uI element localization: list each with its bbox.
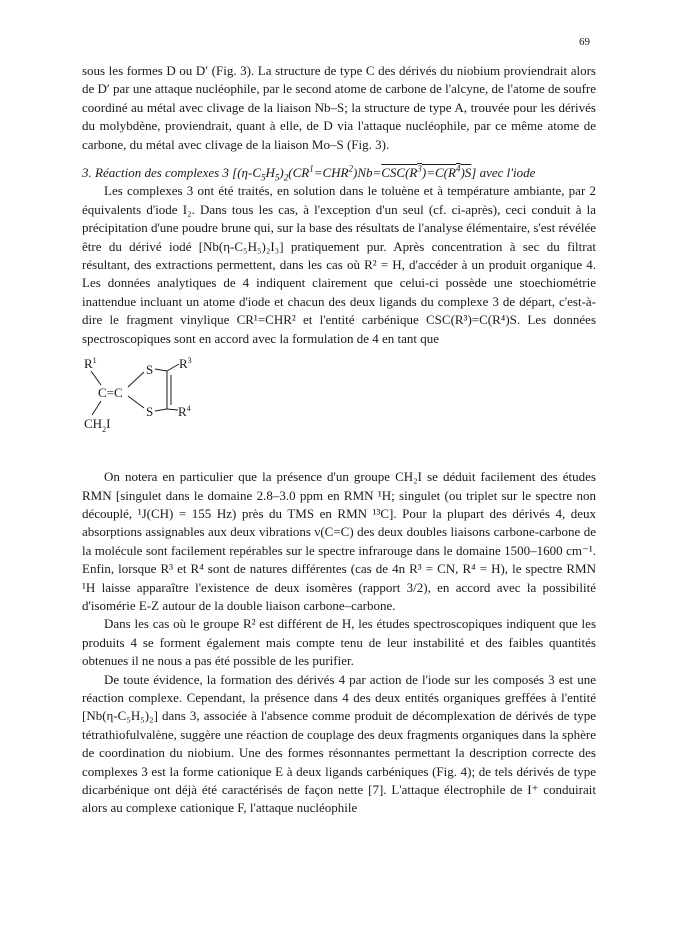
formula-ch2i: $CH_2I$ (84, 416, 111, 435)
paragraph-4: Dans les cas où le groupe R² est différent de H, les études spectroscopiques indiquent que les produits 4 se forment également mais compte tenu de leur instabilité et des faibles quantités obtenues il ne nous a pas été possible de les purifier. (82, 616, 596, 669)
structural-formula (82, 354, 596, 438)
section-heading: 3. Réaction des complexes 3 $[(\eta-C_5H_5)_2(CR^1=CHR^2)Nb=CSC(R^3)=C(R^4)S]$ avec l'iode (82, 163, 536, 183)
article-body (82, 62, 596, 818)
bond-c3-r3 (167, 364, 179, 371)
formula-drawing (84, 354, 234, 438)
formula-c-eq-c: C=C (98, 385, 123, 401)
formula-r3: $R^3$ (179, 356, 192, 372)
page-number: 69 (579, 36, 590, 48)
paragraph-1: sous les formes D ou D′ (Fig. 3). La structure de type C des dérivés du niobium proviendrait alors de D′ par une attaque nucléophile, par le second atome de carbone de l'alcyne, de l'atome de soufre coordiné au métal avec clivage de la liaison Nb–S; la structure de type A, trouvée pour les dérivés du molybdène, proviendrait, quant à elle, de D via l'attaque nucléophile, par ce même atome de carbone, du métal avec clivage de la liaison Mo–S (Fig. 3). (82, 63, 596, 152)
paragraph-5: De toute évidence, la formation des dérivés 4 par action de l'iode sur les composés 3 est une réaction complexe. Cependant, la présence dans 4 des deux entités organiques greffées à l'entité [Nb(η-C₅H₅)₂] dans 3, associée à l'absence comme produit de décomplexation de dérivés de type tétrathiofulvalène, suggère une réaction de couplage des deux fragments organiques dans la sphère de coordination du niobium. Une des formes résonnantes permettant la description correcte des complexes 3 est la forme cationique E à deux ligands carbéniques (Fig. 4); de tels dérivés de type dicarbénique ont déjà été caractérisés de façon nette [7]. L'attaque électrophile de I⁺ conduirait alors au complexe cationique F, l'attaque nucléophile (82, 671, 596, 816)
bond-c-s-bottom (128, 396, 144, 408)
formula-s-top: S (146, 362, 154, 378)
formula-r4: $R^4$ (178, 404, 191, 420)
bond-s-c3 (155, 369, 167, 371)
bond-c-ch2i (92, 401, 101, 415)
formula-r1: $R^1$ (84, 356, 97, 372)
paragraph-2: Les complexes 3 ont été traités, en solution dans le toluène et à température ambiante, par 2 équivalents d'iode I₂. Dans tous les cas, à l'exception d'un seul (cf. ci-après), ceci conduit à la précipitation d'une poudre brune qui, sur la base des résultats de l'analyse élémentaire, s'est révélée être du dérivé iodé [Nb(η-C₅H₅)₂I₃] pratiquement pur. Après concentration à sec du filtrat résultant, des extractions permettent, dans les cas où R² = H, d'accéder à un produit organique 4. Les données analytiques de 4 indiquent clairement que celui-ci possède une stoechiométrie inattendue incluant un atome d'iode et chacun des deux ligands du complexe 3 de départ, c'est-à-dire le fragment vinylique CR¹=CHR² et l'entité carbénique CSC(R³)=C(R⁴)S. Les données spectroscopiques sont en accord avec la formulation de 4 en tant que (82, 183, 596, 346)
formula-s-bottom: S (146, 404, 154, 420)
bond-r1-c (91, 371, 101, 385)
paragraph-3: On notera en particulier que la présence d'un groupe CH₂I se déduit facilement des études RMN [singulet dans le domaine 2.8–3.0 ppm en RMN ¹H; singulet (ou triplet sur le spectre non découplé, ¹J(CH) = 155 Hz) près du TMS en RMN ¹³C]. Pour la plupart des dérivés 4, deux absorptions assignables aux deux vibrations ν(C=C) des deux doubles liaisons carbone-carbone de la molécule sont facilement repérables sur le spectre infrarouge dans le domaine 1500–1600 cm⁻¹. Enfin, lorsque R³ et R⁴ sont de natures différentes (cas de 4n R³ = CN, R⁴ = H), le spectre RMN ¹H laisse apparaître l'existence de deux isomères (rapport 3/2), en accord avec la possibilité d'isomérie E-Z autour de la double liaison carbone–carbone. (82, 469, 596, 613)
bond-c-s-top (128, 372, 144, 387)
bond-s-c4 (155, 409, 167, 411)
bond-c4-r4 (167, 409, 178, 410)
